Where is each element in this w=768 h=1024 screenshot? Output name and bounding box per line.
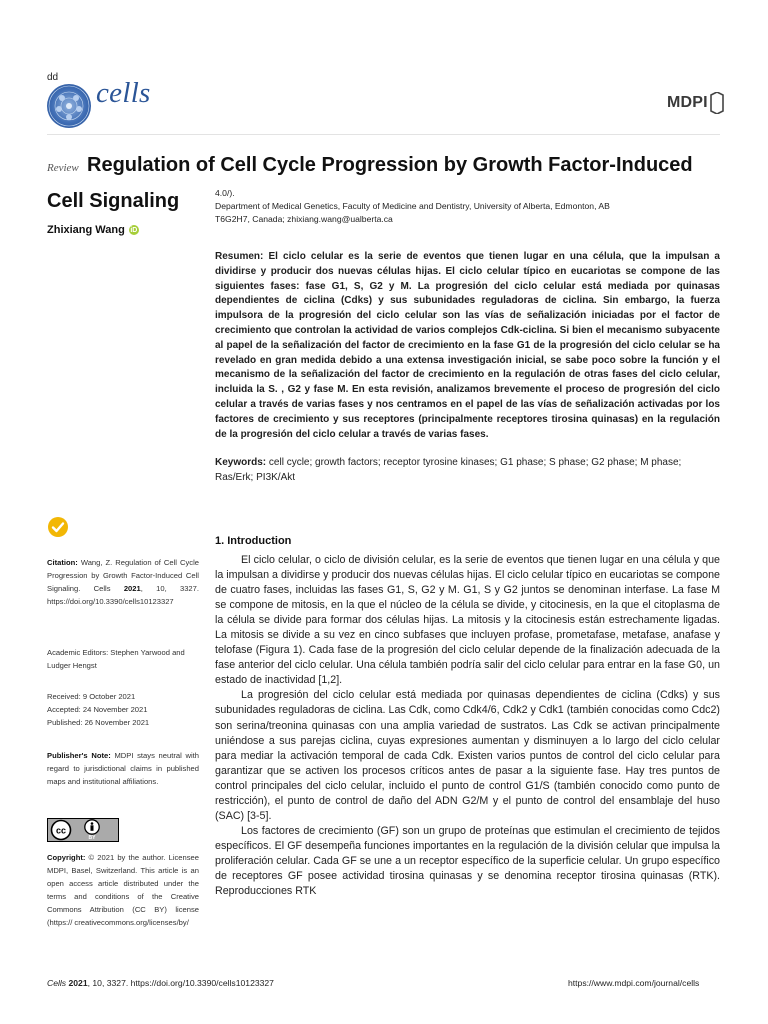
received-date: Received: 9 October 2021 <box>47 692 136 701</box>
publisher-note-label: Publisher's Note: <box>47 751 111 760</box>
publisher-note <box>47 749 199 788</box>
academic-editors: Academic Editors: Stephen Yarwood and Ludger Hengst <box>47 648 185 670</box>
accepted-date: Accepted: 24 November 2021 <box>47 705 148 714</box>
check-for-updates-icon[interactable] <box>47 516 69 538</box>
introduction-body <box>215 553 720 899</box>
author[interactable] <box>47 224 139 236</box>
footer-journal: Cells <box>47 978 67 988</box>
paragraph-1: El ciclo celular, o ciclo de división celular, es la serie de eventos que tienen lugar en una célula y que la impulsan a dividirse y producir dos nuevas células hijas. El ciclo celular típico en eucariotas se compone de cuatro fases, incluidas las fases G1, S, G2 y M. G1, S y G2 juntos se denominan interfase. La fase M se compone de mitosis, en la que el núcleo de la célula se divide, y citocinesis, en la que el citoplasma de la célula se divide para formar dos células hijas. La mitosis y la citocinesis están estrechamente ligadas. La mitosis se divide a su vez en cinco subfases que incluyen profase, prometafase, metafase, anafase y telofase (Figura 1). Cada fase de la progresión del ciclo celular depende de la finalización adecuada de la fase anterior del ciclo celular. Una célula también podría salir del ciclo celular para entrar en la fase G0, un estado de inactividad [1,2]. <box>215 554 720 687</box>
affiliation-line1: Department of Medical Genetics, Faculty of Medicine and Dentistry, University of Alberta, Edmonton, AB <box>215 201 610 211</box>
journal-logo-icon <box>47 84 91 128</box>
footer-doi[interactable]: , 10, 3327. https://doi.org/10.3390/cells10123327 <box>87 978 274 988</box>
orcid-icon[interactable]: iD <box>130 226 138 234</box>
copyright <box>47 851 199 929</box>
cc-by-license-badge[interactable] <box>47 818 119 842</box>
corner-mark: dd <box>47 72 59 83</box>
footer-journal-url[interactable]: https://www.mdpi.com/journal/cells <box>568 978 700 988</box>
copyright-text: © 2021 by the author. Licensee MDPI, Basel, Switzerland. This article is an open access article distributed under the terms and conditions of the Creative Commons Attribution (CC BY) license (https:// creativecommons.org/licenses/by/ <box>47 853 199 927</box>
keywords-label: Keywords: <box>215 457 267 468</box>
paragraph-2: La progresión del ciclo celular está mediada por quinasas dependientes de ciclina (Cdks) y sus subunidades reguladoras de ciclina. Las Cdk, como Cdk4/6, Cdk2 y Cdk1 (también conocidas como Cdc2) son serina/treonina quinasas con una amplia variedad de sustratos. Las Cdk se activan principalmente uniéndose a sus parejas ciclina, cuyas expresiones aumentan y disminuyen a lo largo del ciclo celular para mediar la activación temporal de cada Cdk. Existen varios puntos de control del ciclo celular para garantizar que se activen los procesos críticos antes de pasar a la siguiente fase. Hay tres puntos de control principales del ciclo celular, incluido el punto de control G1/S (también conocido como punto de restricción), el punto de control de daño del ADN G2/M y el punto de control del ensamblaje del huso (SAC) [3-5]. <box>215 689 720 822</box>
citation <box>47 556 199 608</box>
affiliation-prefix: 4.0/). <box>215 188 235 198</box>
footer-year: 2021 <box>68 978 88 988</box>
journal-name: cells <box>96 77 151 109</box>
article-type-label: Review <box>47 162 79 174</box>
paragraph-3: Los factores de crecimiento (GF) son un grupo de proteínas que estimulan el crecimiento de tejidos específicos. El GF desempeña funciones importantes en la regulación de la división celular que impulsa la proliferación celular. Cada GF se une a un receptor específico de la superficie celular. Un grupo específico de receptores GF posee actividad tirosina quinasas y se denomina receptor tirosina quinasas (RTK). Reproducciones RTK <box>215 824 720 898</box>
publisher-logo <box>667 92 724 114</box>
keywords-text: cell cycle; growth factors; receptor tyrosine kinases; G1 phase; S phase; G2 phase; M phase; Ras/Erk; PI3K/Akt <box>215 457 682 483</box>
affiliation <box>215 187 695 226</box>
published-date: Published: 26 November 2021 <box>47 718 150 727</box>
abstract: Resumen: El ciclo celular es la serie de eventos que tienen lugar en una célula, que la impulsan a dividirse y producir dos nuevas células hijas. El ciclo celular típico en eucariotas se compone de las siguientes fases: fase G1, S, G2 y M. La progresión del ciclo celular está mediada por quinasas dependientes de ciclina (Cdks) y sus subunidades reguladoras de ciclina. Sin embargo, la fuerza impulsora de la progresión del ciclo celular son las vías de señalización iniciadas por el factor de crecimiento que controlan la actividad de varios complejos Cdk-ciclina. Si bien el mecanismo subyacente al papel de la señalización del factor de crecimiento en la fase G1 de la progresión del ciclo celular se ha revelado en gran medida debido a una extensa investigación inicial, se sabe poco sobre la función y el mecanismo de la señalización del factor de crecimiento en la regulación de otras fases del ciclo celular, incluida la S. , G2 y fase M. En esta revisión, analizamos brevemente el proceso de progresión del ciclo celular a través de varias fases y nos centramos en el papel de las vías de señalización activadas por los factores de crecimiento y sus receptores (principalmente receptores tirosina quinasas) en la regulación de la progresión del ciclo celular a través de varias fases. <box>215 251 720 440</box>
section-heading-introduction: 1. Introduction <box>215 535 292 547</box>
citation-label: Citation: <box>47 558 78 567</box>
cc-badge-text: BY <box>88 835 96 841</box>
publication-dates <box>47 690 199 729</box>
publisher-hexagon-icon <box>710 92 724 114</box>
copyright-label: Copyright: <box>47 853 86 862</box>
article-title-line2: Cell Signaling <box>47 190 180 212</box>
attribution-icon <box>84 819 100 835</box>
author-name[interactable]: Zhixiang Wang <box>47 224 125 236</box>
citation-text-b[interactable]: , 10, 3327. https://doi.org/10.3390/cells10123327 <box>47 584 199 606</box>
affiliation-line2: T6G2H7, Canada; zhixiang.wang@ualberta.ca <box>215 214 393 224</box>
creative-commons-icon <box>48 819 78 841</box>
svg-text:cc: cc <box>55 825 67 836</box>
citation-year: 2021 <box>123 584 141 593</box>
header-divider <box>47 134 720 135</box>
keywords <box>215 456 715 486</box>
footer-citation <box>47 978 274 988</box>
publisher-logo-text: MDPI <box>667 94 708 111</box>
article-title-line1: Regulation of Cell Cycle Progression by Growth Factor-Induced <box>87 154 693 176</box>
citation-text-a: Wang, Z. Regulation of Cell Cycle Progression by Growth Factor-Induced Cell Signaling. Cells <box>47 558 199 593</box>
publisher-note-text: MDPI stays neutral with regard to jurisdictional claims in published maps and institutional affiliations. <box>47 751 199 786</box>
